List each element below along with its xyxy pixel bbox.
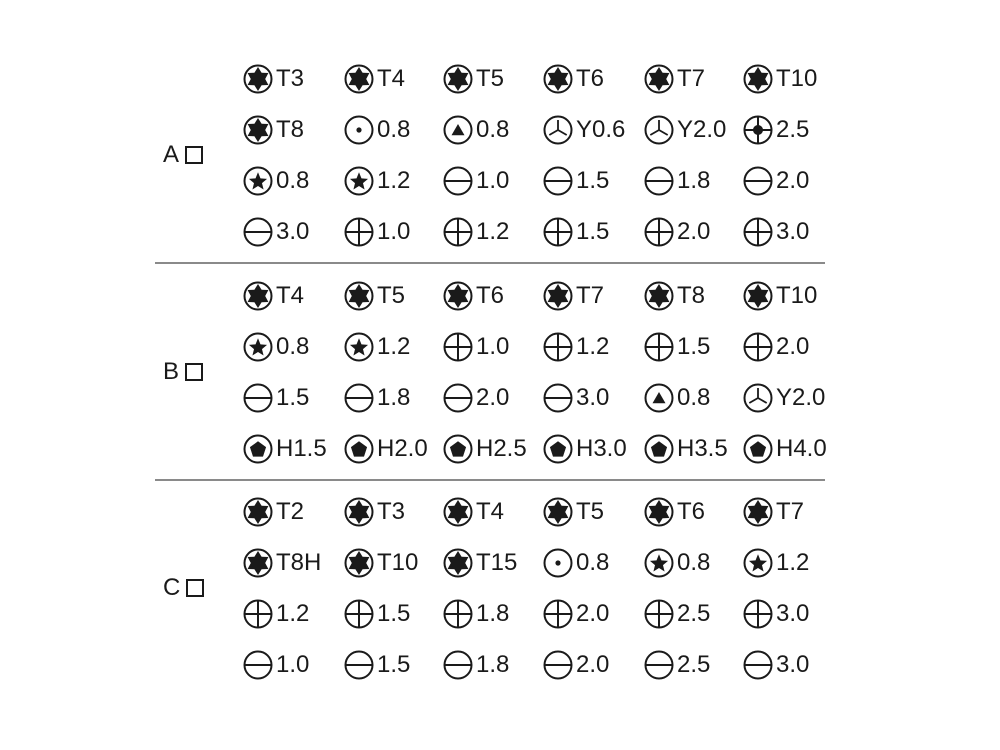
torx-icon xyxy=(344,64,374,94)
bit-size-label: 2.0 xyxy=(776,333,810,360)
phillips-icon xyxy=(243,599,273,629)
bit-size-label: 0.8 xyxy=(677,384,711,411)
slotted-icon xyxy=(344,650,374,680)
bit-size-label: 1.8 xyxy=(476,651,510,678)
bit-item xyxy=(243,64,304,94)
slotted-icon xyxy=(443,166,473,196)
bit-item xyxy=(344,115,410,145)
bit-item xyxy=(743,497,804,527)
torx-icon xyxy=(243,548,273,578)
bit-item xyxy=(743,332,809,362)
bit-item xyxy=(243,599,309,629)
section-checkbox[interactable] xyxy=(185,363,203,381)
bit-size-label: H3.5 xyxy=(677,435,728,462)
bit-size-label: 2.0 xyxy=(576,651,610,678)
phillips-icon xyxy=(644,332,674,362)
slotted-icon xyxy=(743,166,773,196)
slotted-icon xyxy=(344,383,374,413)
bit-item xyxy=(543,434,627,464)
bit-item xyxy=(344,650,410,680)
phillips-icon xyxy=(543,599,573,629)
bit-item xyxy=(644,497,705,527)
bit-item xyxy=(243,217,309,247)
bit-item xyxy=(243,332,309,362)
bit-size-label: T3 xyxy=(377,498,406,525)
bit-item xyxy=(743,281,817,311)
torx-icon xyxy=(543,497,573,527)
bit-size-label: Y0.6 xyxy=(576,116,626,143)
bit-item xyxy=(644,217,710,247)
bit-size-label: T7 xyxy=(776,498,805,525)
bit-item xyxy=(344,434,428,464)
bit-size-label: 1.5 xyxy=(576,218,610,245)
bit-size-label: T5 xyxy=(476,65,505,92)
bit-size-label: H3.0 xyxy=(576,435,627,462)
bit-size-label: 0.8 xyxy=(276,167,310,194)
bit-size-label: T5 xyxy=(377,282,406,309)
bit-item xyxy=(443,166,509,196)
torx-icon xyxy=(344,497,374,527)
bit-size-label: 0.8 xyxy=(677,549,711,576)
bit-item xyxy=(344,599,410,629)
bit-size-label: T8H xyxy=(276,549,322,576)
bit-item xyxy=(644,599,710,629)
slotted-icon xyxy=(543,650,573,680)
bit-item xyxy=(543,115,625,145)
tri-wing-icon xyxy=(543,115,573,145)
bit-size-label: T6 xyxy=(677,498,706,525)
bit-item xyxy=(543,599,609,629)
torx-icon xyxy=(443,281,473,311)
bit-size-label: T2 xyxy=(276,498,305,525)
bit-size-label: 1.2 xyxy=(377,167,411,194)
bit-size-label: 2.0 xyxy=(476,384,510,411)
bit-item xyxy=(644,650,710,680)
dot-icon xyxy=(344,115,374,145)
slotted-icon xyxy=(443,650,473,680)
torx-icon xyxy=(243,64,273,94)
bit-size-label: 1.8 xyxy=(377,384,411,411)
bit-size-label: 3.0 xyxy=(776,600,810,627)
bit-size-label: 3.0 xyxy=(776,651,810,678)
torx-icon xyxy=(543,64,573,94)
bit-item xyxy=(543,217,609,247)
bit-size-label: T7 xyxy=(576,282,605,309)
phillips-icon xyxy=(743,599,773,629)
torx-icon xyxy=(743,64,773,94)
bit-size-label: 1.2 xyxy=(576,333,610,360)
bit-item xyxy=(344,383,410,413)
bit-item xyxy=(344,497,405,527)
bit-size-label: T7 xyxy=(677,65,706,92)
bit-item xyxy=(443,434,527,464)
bit-item xyxy=(443,650,509,680)
cross-dot-icon xyxy=(743,115,773,145)
phillips-icon xyxy=(543,332,573,362)
pentagon-icon xyxy=(243,434,273,464)
section-checkbox[interactable] xyxy=(186,579,204,597)
bit-size-label: 0.8 xyxy=(276,333,310,360)
section-letter: C xyxy=(163,573,181,601)
bit-size-label: H4.0 xyxy=(776,435,827,462)
bit-size-label: T4 xyxy=(476,498,505,525)
phillips-icon xyxy=(644,599,674,629)
bit-item xyxy=(543,650,609,680)
bit-size-label: 0.8 xyxy=(576,549,610,576)
bit-item xyxy=(543,281,604,311)
star-icon xyxy=(743,548,773,578)
bit-size-label: H1.5 xyxy=(276,435,327,462)
bit-size-label: 1.2 xyxy=(776,549,810,576)
bit-item xyxy=(344,281,405,311)
section-divider xyxy=(155,479,825,481)
bit-item xyxy=(644,166,710,196)
section-label xyxy=(163,357,203,385)
bit-size-label: 2.0 xyxy=(677,218,711,245)
bit-item xyxy=(644,434,728,464)
torx-icon xyxy=(243,497,273,527)
bit-item xyxy=(743,650,809,680)
tri-wing-icon xyxy=(644,115,674,145)
bit-size-label: 3.0 xyxy=(576,384,610,411)
bit-item xyxy=(743,64,817,94)
bit-item xyxy=(443,332,509,362)
bit-size-label: 1.5 xyxy=(276,384,310,411)
bit-item xyxy=(243,115,304,145)
phillips-icon xyxy=(644,217,674,247)
torx-icon xyxy=(644,281,674,311)
bit-size-label: T4 xyxy=(276,282,305,309)
bit-item xyxy=(243,650,309,680)
bit-size-label: 0.8 xyxy=(377,116,411,143)
torx-icon xyxy=(443,64,473,94)
bit-size-label: 1.5 xyxy=(377,600,411,627)
torx-icon xyxy=(644,64,674,94)
bit-size-label: T8 xyxy=(677,282,706,309)
bit-size-label: 0.8 xyxy=(476,116,510,143)
phillips-icon xyxy=(344,217,374,247)
bit-size-label: T10 xyxy=(377,549,419,576)
torx-icon xyxy=(443,497,473,527)
slotted-icon xyxy=(644,166,674,196)
bit-item xyxy=(743,383,825,413)
bit-item xyxy=(344,166,410,196)
bit-size-label: 2.5 xyxy=(776,116,810,143)
bit-item xyxy=(743,166,809,196)
bit-size-label: 1.5 xyxy=(377,651,411,678)
bit-item xyxy=(243,434,327,464)
bit-item xyxy=(443,599,509,629)
pentagon-icon xyxy=(543,434,573,464)
torx-icon xyxy=(344,281,374,311)
bit-item xyxy=(344,64,405,94)
bit-size-label: T6 xyxy=(476,282,505,309)
bit-item xyxy=(543,383,609,413)
bit-size-label: 3.0 xyxy=(276,218,310,245)
bit-size-label: 1.0 xyxy=(276,651,310,678)
bit-item xyxy=(743,115,809,145)
torx-icon xyxy=(743,497,773,527)
bit-item xyxy=(644,332,710,362)
section-divider xyxy=(155,262,825,264)
slotted-icon xyxy=(543,383,573,413)
slotted-icon xyxy=(243,383,273,413)
bit-item xyxy=(443,64,504,94)
bit-item xyxy=(743,217,809,247)
bit-item xyxy=(644,64,705,94)
bit-item xyxy=(543,64,604,94)
bit-size-label: 2.5 xyxy=(677,651,711,678)
phillips-icon xyxy=(743,217,773,247)
phillips-icon xyxy=(344,599,374,629)
bit-size-label: 1.8 xyxy=(677,167,711,194)
pentagon-icon xyxy=(443,434,473,464)
bit-size-label: T10 xyxy=(776,65,818,92)
triangle-icon xyxy=(443,115,473,145)
bit-item xyxy=(443,548,517,578)
slotted-icon xyxy=(743,650,773,680)
bit-item xyxy=(644,548,710,578)
bit-item xyxy=(644,115,726,145)
section-letter: B xyxy=(163,357,180,385)
bit-item xyxy=(243,497,304,527)
bit-size-label: T3 xyxy=(276,65,305,92)
bit-size-label: T15 xyxy=(476,549,518,576)
bit-size-label: 1.2 xyxy=(276,600,310,627)
bit-size-label: Y2.0 xyxy=(776,384,826,411)
bit-item xyxy=(344,217,410,247)
bit-item xyxy=(543,166,609,196)
bit-size-label: T8 xyxy=(276,116,305,143)
bit-size-label: 1.0 xyxy=(476,333,510,360)
slotted-icon xyxy=(644,650,674,680)
pentagon-icon xyxy=(344,434,374,464)
bit-size-label: T4 xyxy=(377,65,406,92)
star-icon xyxy=(344,166,374,196)
torx-icon xyxy=(344,548,374,578)
bit-item xyxy=(443,281,504,311)
torx-icon xyxy=(443,548,473,578)
bit-size-label: H2.5 xyxy=(476,435,527,462)
bit-size-label: 1.2 xyxy=(377,333,411,360)
bit-item xyxy=(344,548,418,578)
dot-icon xyxy=(543,548,573,578)
bit-item xyxy=(743,548,809,578)
bit-item xyxy=(743,434,827,464)
bit-size-label: Y2.0 xyxy=(677,116,727,143)
tri-wing-icon xyxy=(743,383,773,413)
section-label xyxy=(163,573,204,601)
pentagon-icon xyxy=(644,434,674,464)
bit-size-label: 3.0 xyxy=(776,218,810,245)
bit-item xyxy=(443,383,509,413)
bit-item xyxy=(344,332,410,362)
star-icon xyxy=(243,332,273,362)
bit-item xyxy=(243,383,309,413)
section-checkbox[interactable] xyxy=(185,146,203,164)
torx-icon xyxy=(243,115,273,145)
torx-icon xyxy=(644,497,674,527)
bit-size-label: H2.0 xyxy=(377,435,428,462)
bit-item xyxy=(443,217,509,247)
torx-icon xyxy=(243,281,273,311)
bit-size-label: 1.5 xyxy=(576,167,610,194)
bit-size-label: T5 xyxy=(576,498,605,525)
bit-size-label: 1.8 xyxy=(476,600,510,627)
phillips-icon xyxy=(443,599,473,629)
slotted-icon xyxy=(543,166,573,196)
bit-item xyxy=(644,383,710,413)
bit-size-label: 2.0 xyxy=(576,600,610,627)
torx-icon xyxy=(543,281,573,311)
phillips-icon xyxy=(743,332,773,362)
section-letter: A xyxy=(163,140,180,168)
bit-size-label: 2.0 xyxy=(776,167,810,194)
bit-size-label: T10 xyxy=(776,282,818,309)
bit-item xyxy=(644,281,705,311)
bit-item xyxy=(243,281,304,311)
bit-item xyxy=(543,497,604,527)
bit-size-label: 1.2 xyxy=(476,218,510,245)
phillips-icon xyxy=(443,217,473,247)
bit-item xyxy=(743,599,809,629)
bit-item xyxy=(243,166,309,196)
bit-size-label: 1.0 xyxy=(476,167,510,194)
bit-item xyxy=(443,497,504,527)
slotted-icon xyxy=(243,650,273,680)
slotted-icon xyxy=(443,383,473,413)
torx-icon xyxy=(743,281,773,311)
bit-size-label: 2.5 xyxy=(677,600,711,627)
pentagon-icon xyxy=(743,434,773,464)
bit-item xyxy=(543,548,609,578)
star-icon xyxy=(644,548,674,578)
slotted-icon xyxy=(243,217,273,247)
bit-item xyxy=(543,332,609,362)
bit-size-label: T6 xyxy=(576,65,605,92)
triangle-icon xyxy=(644,383,674,413)
bit-size-label: 1.0 xyxy=(377,218,411,245)
bit-item xyxy=(443,115,509,145)
phillips-icon xyxy=(543,217,573,247)
bit-item xyxy=(243,548,321,578)
phillips-icon xyxy=(443,332,473,362)
bit-size-label: 1.5 xyxy=(677,333,711,360)
star-icon xyxy=(243,166,273,196)
section-label xyxy=(163,140,203,168)
star-icon xyxy=(344,332,374,362)
